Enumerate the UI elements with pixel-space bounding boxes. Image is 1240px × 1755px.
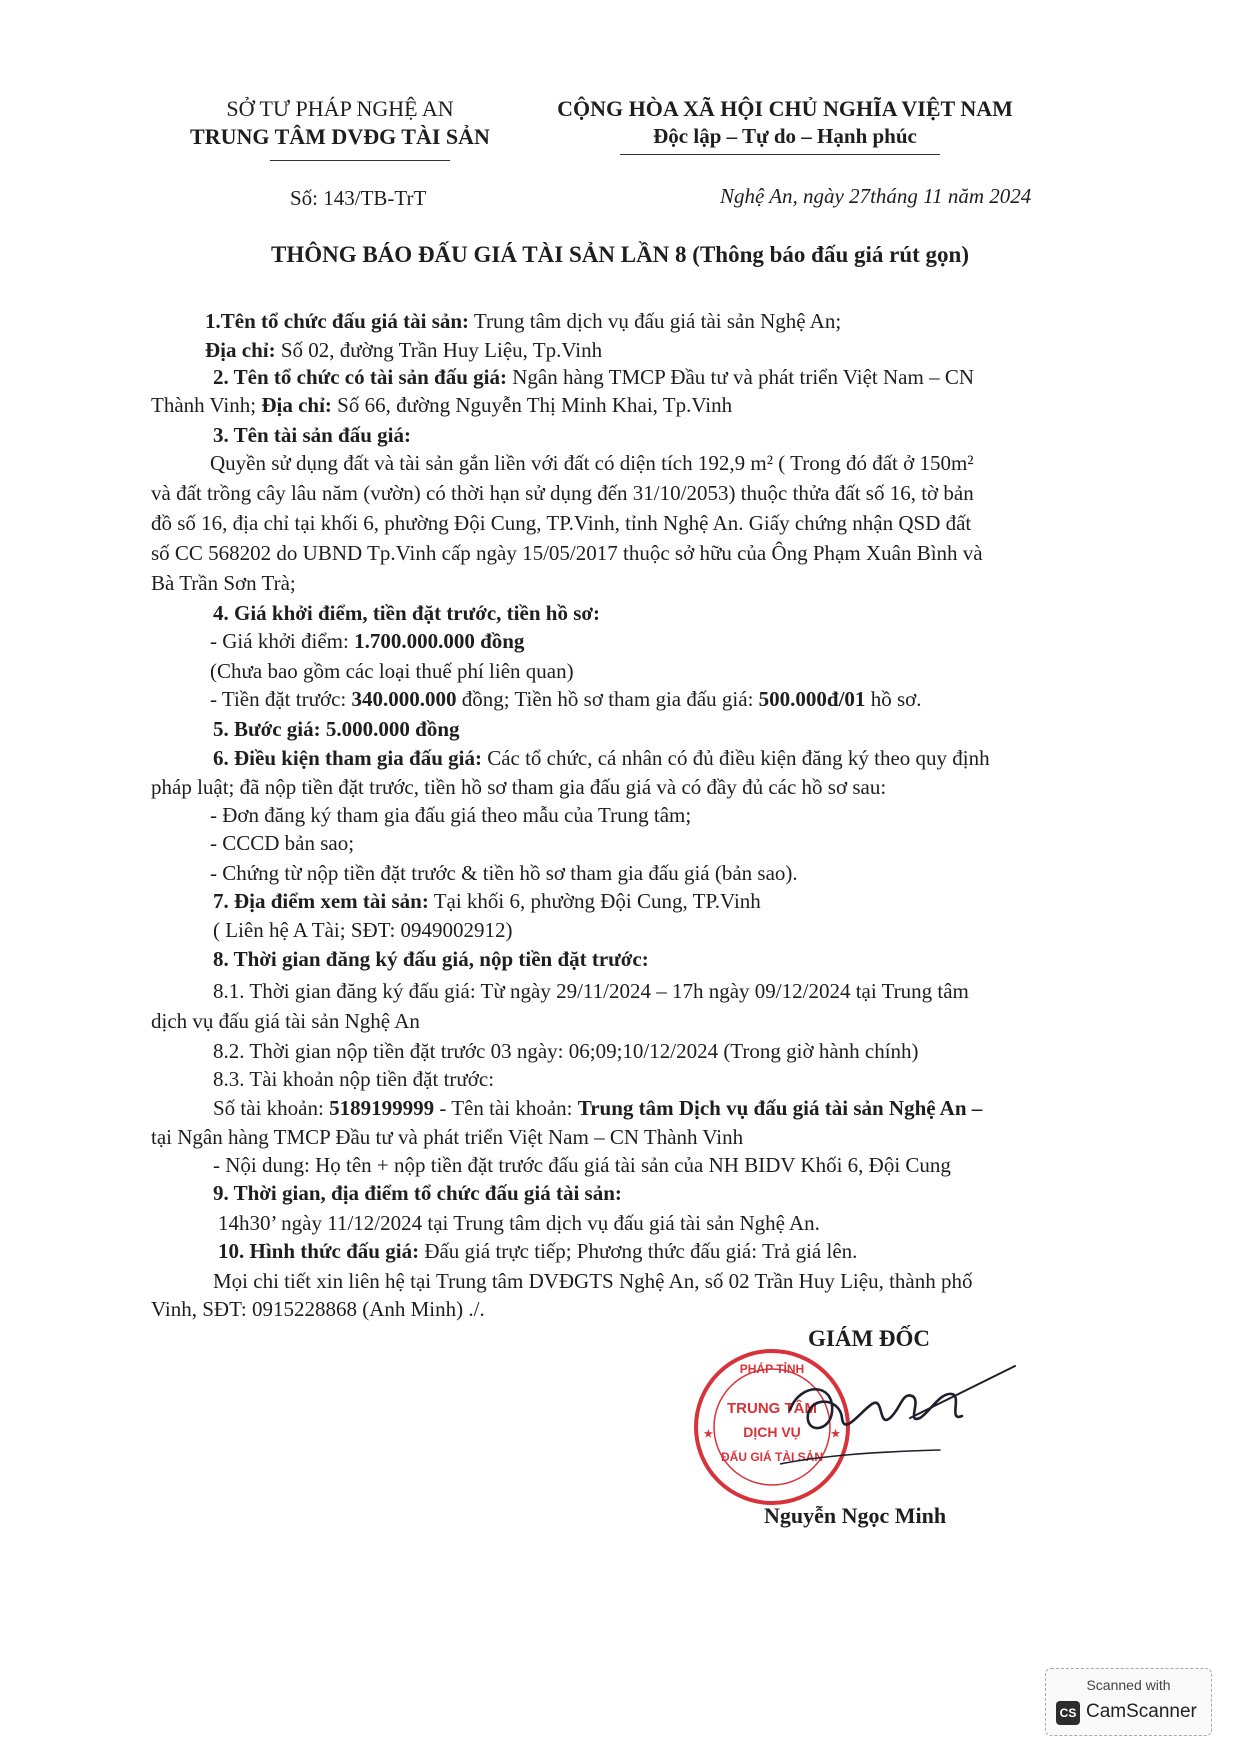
section-1-text: Trung tâm dịch vụ đấu giá tài sản Nghệ An; [469,309,842,333]
section-4-label: 4. Giá khởi điểm, tiền đặt trước, tiền hồ sơ: [213,601,600,625]
section-7-text: Tại khối 6, phường Đội Cung, TP.Vinh [428,889,761,913]
closing-line1: Mọi chi tiết xin liên hệ tại Trung tâm DVĐGTS Nghệ An, số 02 Trần Huy Liệu, thành phố [213,1269,973,1293]
fee-tail-text: hồ sơ. [865,687,922,711]
stamp-arc-text: PHÁP TỈNH [739,1362,805,1376]
section-7-contact: ( Liên hệ A Tài; SĐT: 0949002912) [213,918,513,942]
signer-name: Nguyễn Ngọc Minh [764,1503,947,1528]
section-5 [0,716,1240,742]
section-3-para-line2: và đất trồng cây lâu năm (vườn) có thời hạn sử dụng đến 31/10/2053) thuộc thửa đất số 16, tờ bản [151,481,974,505]
section-4-start-price [0,628,1240,654]
deposit-label: - Tiền đặt trước: [210,687,352,711]
handwritten-signature [780,1352,1020,1472]
stamp-line2: DỊCH VỤ [743,1424,801,1440]
section-2-line2-text: Thành Vinh; [151,393,262,417]
signer-position: GIÁM ĐỐC [808,1326,931,1351]
section-2-text: Ngân hàng TMCP Đầu tư và phát triển Việt Nam – CN [506,365,974,389]
section-4-heading [0,600,1240,626]
closing-line2: Vinh, SĐT: 0915228868 (Anh Minh) ./. [151,1297,485,1321]
section-9-label: 9. Thời gian, địa điểm tổ chức đấu giá tài sản: [213,1181,622,1205]
account-name-label: - Tên tài khoản: [434,1096,578,1120]
agency-underline [270,160,450,161]
section-3-para-line5: Bà Trần Sơn Trà; [151,571,296,595]
deposit-mid-text: đồng; Tiền hồ sơ tham gia đấu giá: [456,687,759,711]
start-price-label: - Giá khởi điểm: [210,629,355,653]
section-6-text: Các tổ chức, cá nhân có đủ điều kiện đăng ký theo quy định [481,746,990,770]
section-1-label: 1.Tên tổ chức đấu giá tài sản: [205,309,470,333]
section-9-text: 14h30’ ngày 11/12/2024 tại Trung tâm dịch vụ đấu giá tài sản Nghệ An. [218,1211,820,1235]
section-1-address-text: Số 02, đường Trần Huy Liệu, Tp.Vinh [275,338,603,362]
deposit-value: 340.000.000 [351,687,457,711]
section-7 [0,888,1240,914]
section-5-label: 5. Bước giá: 5.000.000 đồng [213,717,460,741]
scanned-with-label: Scanned with [1086,1677,1171,1693]
page-title: THÔNG BÁO ĐẤU GIÁ TÀI SẢN LẦN 8 (Thông báo đấu giá rút gọn) [270,242,969,267]
section-10-text: Đấu giá trực tiếp; Phương thức đấu giá: Trả giá lên. [419,1239,858,1263]
section-6-line2: pháp luật; đã nộp tiền đặt trước, tiền hồ sơ tham gia đấu giá và có đầy đủ các hồ sơ sau: [151,775,887,799]
section-8-heading [0,946,1240,972]
section-3-label: 3. Tên tài sản đấu giá: [213,423,411,447]
agency-name-line1: SỞ TƯ PHÁP NGHỆ AN [226,96,454,121]
stamp-star-left: ★ [699,1426,717,1442]
camscanner-watermark [1045,1668,1212,1736]
section-2-line2 [0,392,1240,418]
section-9-heading [0,1180,1240,1206]
section-8-label: 8. Thời gian đăng ký đấu giá, nộp tiền đặt trước: [213,947,649,971]
section-8-3: 8.3. Tài khoản nộp tiền đặt trước: [213,1067,495,1091]
section-2-label: 2. Tên tổ chức có tài sản đấu giá: [213,365,507,389]
section-7-label: 7. Địa điểm xem tài sản: [213,889,429,913]
camscanner-brand: CamScanner [1086,1701,1197,1722]
section-3-heading [0,422,1240,448]
section-10 [0,1238,1240,1264]
start-price-value: 1.700.000.000 đồng [354,629,525,653]
fee-value: 500.000đ/01 [758,687,866,711]
nation-name: CỘNG HÒA XÃ HỘI CHỦ NGHĨA VIỆT NAM [557,96,1013,121]
section-6-item-1: - Đơn đăng ký tham gia đấu giá theo mẫu của Trung tâm; [210,803,692,827]
section-8-1-line2: dịch vụ đấu giá tài sản Nghệ An [151,1009,420,1033]
section-6-item-2: - CCCD bản sao; [210,831,355,855]
section-1-address [0,337,1240,363]
section-3-para-line1: Quyền sử dụng đất và tài sản gắn liền với đất có diện tích 192,9 m² ( Trong đó đất ở 150m² [210,451,974,475]
doc-number: Số: 143/TB-TrT [290,186,427,210]
stamp-line1: TRUNG TÂM [727,1400,817,1417]
section-3-para-line3: đồ số 16, địa chỉ tại khối 6, phường Đội Cung, TP.Vinh, tỉnh Nghệ An. Giấy chứng nhận QSD đất [151,511,972,535]
section-3-para-line4: số CC 568202 do UBND Tp.Vinh cấp ngày 15/05/2017 thuộc sở hữu của Ông Phạm Xuân Bình và [151,541,983,565]
section-4-deposit [0,686,1240,712]
account-number-label: Số tài khoản: [213,1096,330,1120]
section-6-item-3: - Chứng từ nộp tiền đặt trước & tiền hồ sơ tham gia đấu giá (bản sao). [210,861,798,885]
motto-underline [620,154,940,155]
section-8-content: - Nội dung: Họ tên + nộp tiền đặt trước đấu giá tài sản của NH BIDV Khối 6, Đội Cung [213,1153,951,1177]
section-4-note: (Chưa bao gồm các loại thuế phí liên quan) [210,659,574,683]
section-8-1-line1: 8.1. Thời gian đăng ký đấu giá: Từ ngày 29/11/2024 – 17h ngày 09/12/2024 tại Trung tâm [213,979,969,1003]
section-1 [0,308,1240,334]
account-name-value: Trung tâm Dịch vụ đấu giá tài sản Nghệ An – [577,1096,983,1120]
section-8-account [0,1095,1240,1121]
nation-motto: Độc lập – Tự do – Hạnh phúc [653,124,917,148]
section-8-2: 8.2. Thời gian nộp tiền đặt trước 03 ngày: 06;09;10/12/2024 (Trong giờ hành chính) [213,1039,919,1063]
place-date: Nghệ An, ngày 27tháng 11 năm 2024 [720,184,1032,208]
section-6 [0,745,1240,771]
stamp-line3: ĐẤU GIÁ TÀI SẢN [721,1450,823,1464]
account-number-value: 5189199999 [329,1096,435,1120]
section-2-address-label: Địa chỉ: [261,393,332,417]
agency-name-line2: TRUNG TÂM DVĐG TÀI SẢN [190,124,490,149]
section-1-address-label: Địa chỉ: [205,338,276,362]
camscanner-logo-icon: CS [1056,1701,1080,1725]
section-2-address-text: Số 66, đường Nguyễn Thị Minh Khai, Tp.Vinh [331,393,733,417]
section-6-label: 6. Điều kiện tham gia đấu giá: [213,746,482,770]
section-10-label: 10. Hình thức đấu giá: [218,1239,420,1263]
stamp-star-right: ★ [827,1426,845,1442]
section-2 [0,364,1240,390]
section-8-account-line2: tại Ngân hàng TMCP Đầu tư và phát triển Việt Nam – CN Thành Vinh [151,1125,744,1149]
